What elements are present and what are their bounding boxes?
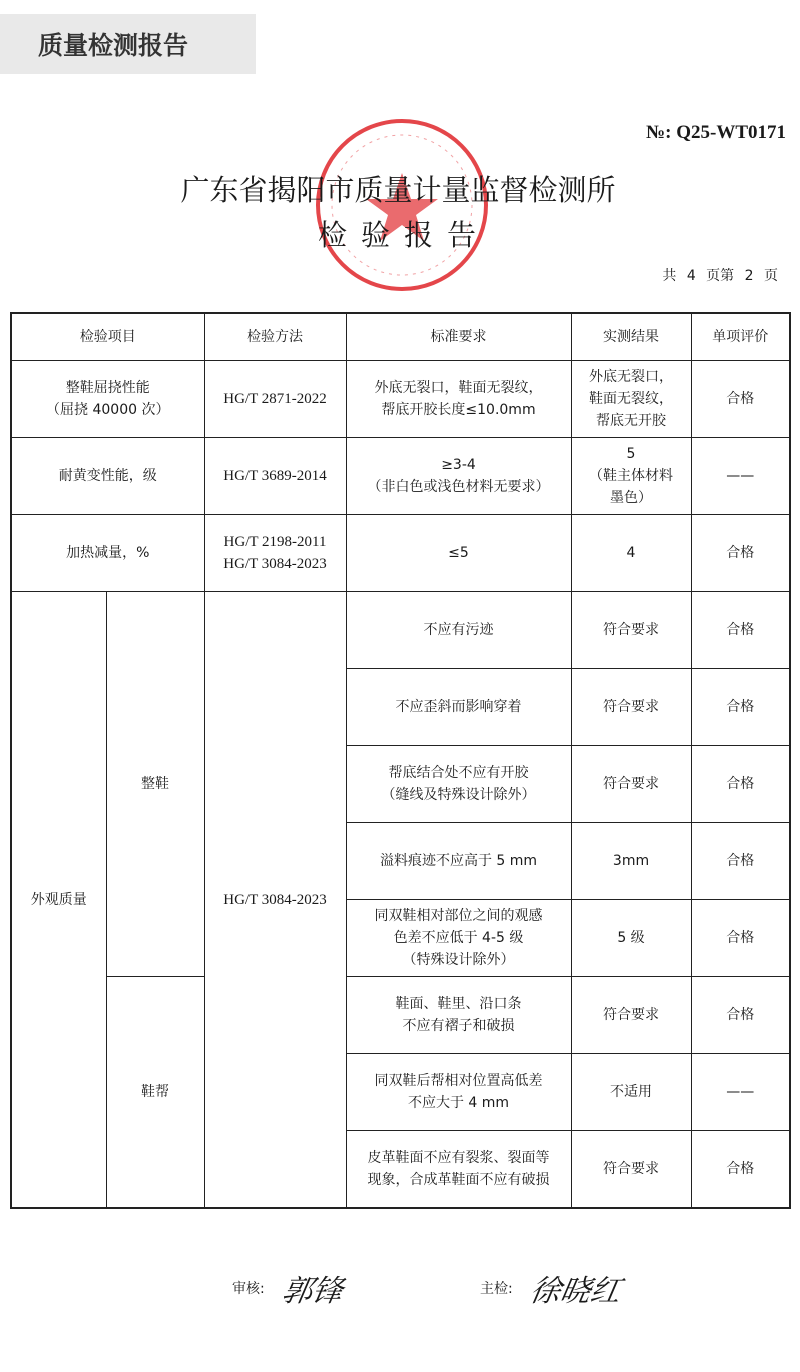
page-info: 共 4 页第 2 页	[662, 268, 778, 284]
table-row	[11, 438, 790, 515]
evaluation-cell: 合格	[691, 361, 790, 438]
inspector-label: 主检:	[480, 1281, 513, 1297]
requirement-cell: 皮革鞋面不应有裂浆、裂面等 现象，合成革鞋面不应有破损	[346, 1131, 571, 1209]
report-number: №: Q25-WT0171	[646, 122, 786, 143]
inspection-table	[10, 312, 791, 1209]
item-cell: 整鞋屈挠性能 （屈挠 40000 次）	[11, 361, 204, 438]
requirement-cell: 外底无裂口，鞋面无裂纹， 帮底开胶长度≤10.0mm	[346, 361, 571, 438]
evaluation-cell: 合格	[691, 669, 790, 746]
method-cell: HG/T 2871-2022	[204, 361, 346, 438]
result-cell: 4	[571, 515, 691, 592]
column-header: 实测结果	[571, 313, 691, 361]
requirement-cell: 同双鞋后帮相对位置高低差 不应大于 4 mm	[346, 1054, 571, 1131]
evaluation-cell: 合格	[691, 823, 790, 900]
requirement-cell: 溢料痕迹不应高于 5 mm	[346, 823, 571, 900]
requirement-cell: 鞋面、鞋里、沿口条 不应有褶子和破损	[346, 977, 571, 1054]
subitem-cell: 整鞋	[106, 592, 204, 977]
evaluation-cell: ——	[691, 1054, 790, 1131]
result-cell: 5 级	[571, 900, 691, 977]
requirement-cell: 同双鞋相对部位之间的观感 色差不应低于 4-5 级 （特殊设计除外）	[346, 900, 571, 977]
reviewer-signature	[232, 1266, 346, 1310]
inspector-signature	[480, 1266, 624, 1310]
method-cell: HG/T 3084-2023	[204, 592, 346, 1209]
result-cell: 符合要求	[571, 746, 691, 823]
result-cell: 符合要求	[571, 977, 691, 1054]
column-header: 标准要求	[346, 313, 571, 361]
result-cell: 外底无裂口， 鞋面无裂纹， 帮底无开胶	[571, 361, 691, 438]
subitem-cell: 鞋帮	[106, 977, 204, 1209]
table-row	[11, 592, 790, 669]
column-header: 单项评价	[691, 313, 790, 361]
column-header: 检验方法	[204, 313, 346, 361]
item-cell: 加热减量，%	[11, 515, 204, 592]
result-cell: 符合要求	[571, 592, 691, 669]
method-cell: HG/T 2198-2011 HG/T 3084-2023	[204, 515, 346, 592]
reviewer-handwriting: 郭锋	[279, 1274, 346, 1309]
reviewer-label: 审核:	[232, 1281, 265, 1297]
item-cell: 耐黄变性能，级	[11, 438, 204, 515]
table-header-row	[11, 313, 790, 361]
evaluation-cell: 合格	[691, 515, 790, 592]
evaluation-cell: 合格	[691, 746, 790, 823]
table-row	[11, 361, 790, 438]
evaluation-cell: 合格	[691, 900, 790, 977]
document-title: 检验报告	[317, 218, 490, 252]
result-cell: 符合要求	[571, 669, 691, 746]
requirement-cell: 不应歪斜而影响穿着	[346, 669, 571, 746]
result-cell: 3mm	[571, 823, 691, 900]
table-row	[11, 977, 790, 1054]
column-header: 检验项目	[11, 313, 204, 361]
evaluation-cell: 合格	[691, 1131, 790, 1209]
table-row	[11, 515, 790, 592]
requirement-cell: 不应有污迹	[346, 592, 571, 669]
requirement-cell: 帮底结合处不应有开胶 （缝线及特殊设计除外）	[346, 746, 571, 823]
requirement-cell: ≥3-4 （非白色或浅色材料无要求）	[346, 438, 571, 515]
inspector-handwriting: 徐晓红	[527, 1274, 624, 1309]
evaluation-cell: 合格	[691, 977, 790, 1054]
item-cell: 外观质量	[11, 592, 106, 1209]
result-cell: 不适用	[571, 1054, 691, 1131]
section-tag: 质量检测报告	[0, 14, 256, 74]
organization-title: 广东省揭阳市质量计量监督检测所	[180, 173, 616, 207]
result-cell: 5 （鞋主体材料 墨色）	[571, 438, 691, 515]
requirement-cell: ≤5	[346, 515, 571, 592]
result-cell: 符合要求	[571, 1131, 691, 1209]
evaluation-cell: 合格	[691, 592, 790, 669]
method-cell: HG/T 3689-2014	[204, 438, 346, 515]
evaluation-cell: ——	[691, 438, 790, 515]
